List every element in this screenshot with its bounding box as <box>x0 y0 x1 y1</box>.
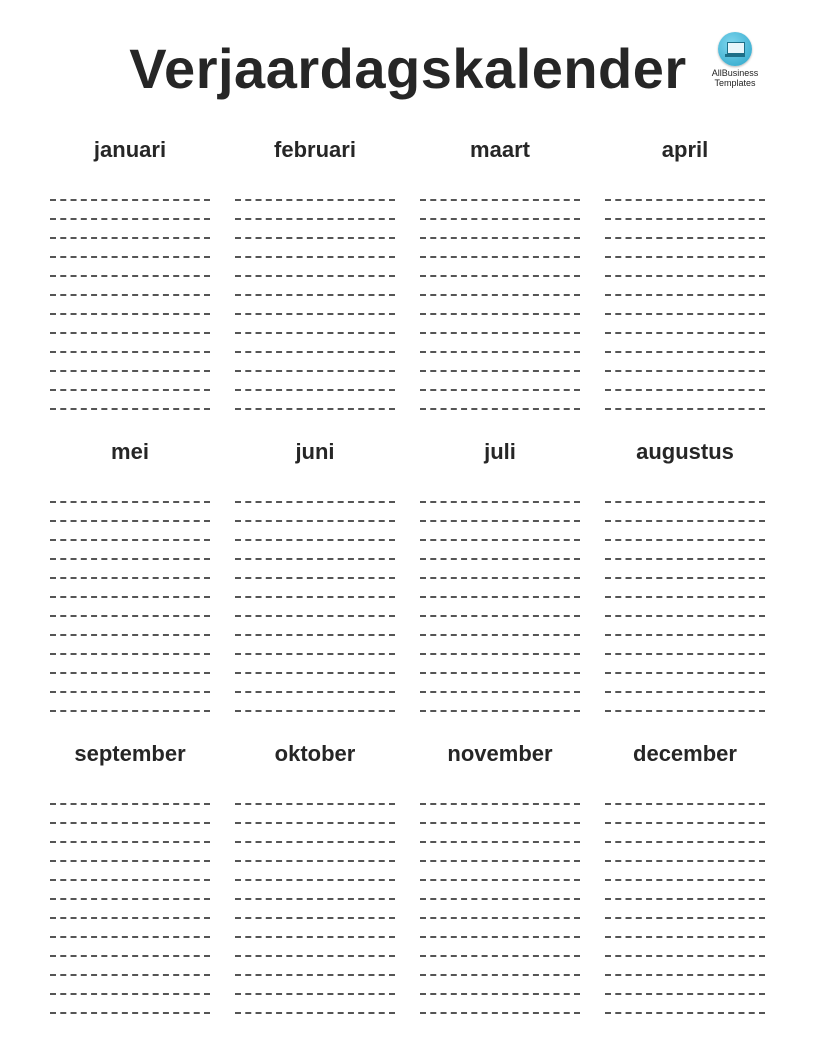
birthday-entry-line <box>420 239 580 258</box>
birthday-entry-line <box>235 560 395 579</box>
birthday-entry-line <box>50 220 210 239</box>
birthday-entry-line <box>420 391 580 410</box>
birthday-entry-line <box>605 919 765 938</box>
birthday-entry-line <box>50 598 210 617</box>
birthday-entry-line <box>235 957 395 976</box>
birthday-entry-line <box>605 805 765 824</box>
brand-logo <box>700 32 770 88</box>
month-name: januari <box>93 137 167 162</box>
birthday-entry-line <box>50 957 210 976</box>
birthday-entry-line <box>420 484 580 503</box>
birthday-entry-line <box>420 786 580 805</box>
birthday-entry-line <box>50 938 210 957</box>
laptop-icon <box>718 32 752 66</box>
birthday-entry-line <box>50 900 210 919</box>
birthday-entry-line <box>420 277 580 296</box>
birthday-entry-line <box>235 598 395 617</box>
entry-lines <box>50 786 210 1014</box>
birthday-entry-line <box>50 353 210 372</box>
birthday-entry-line <box>50 579 210 598</box>
month-block <box>420 132 580 410</box>
birthday-entry-line <box>605 201 765 220</box>
month-block <box>605 736 765 1014</box>
month-name: juli <box>484 439 516 464</box>
birthday-entry-line <box>605 976 765 995</box>
birthday-entry-line <box>50 503 210 522</box>
month-name: december <box>633 741 737 766</box>
birthday-entry-line <box>50 522 210 541</box>
month-name: juni <box>295 439 335 464</box>
birthday-entry-line <box>420 522 580 541</box>
birthday-entry-line <box>50 881 210 900</box>
birthday-entry-line <box>50 824 210 843</box>
entry-lines <box>420 786 580 1014</box>
birthday-entry-line <box>605 881 765 900</box>
month-grid <box>50 132 766 1014</box>
birthday-entry-line <box>605 334 765 353</box>
birthday-entry-line <box>605 824 765 843</box>
birthday-entry-line <box>605 636 765 655</box>
entry-lines <box>235 484 395 712</box>
birthday-entry-line <box>420 862 580 881</box>
birthday-entry-line <box>235 674 395 693</box>
birthday-entry-line <box>605 522 765 541</box>
birthday-entry-line <box>235 824 395 843</box>
birthday-entry-line <box>420 201 580 220</box>
month-name: november <box>447 741 553 766</box>
birthday-entry-line <box>235 258 395 277</box>
entry-lines <box>605 786 765 1014</box>
month-block <box>605 434 765 712</box>
month-block <box>50 736 210 1014</box>
birthday-entry-line <box>50 334 210 353</box>
birthday-entry-line <box>235 239 395 258</box>
birthday-entry-line <box>605 258 765 277</box>
entry-lines <box>605 182 765 410</box>
birthday-entry-line <box>420 182 580 201</box>
birthday-entry-line <box>235 201 395 220</box>
month-block <box>50 434 210 712</box>
entry-lines <box>605 484 765 712</box>
birthday-entry-line <box>50 862 210 881</box>
birthday-entry-line <box>235 805 395 824</box>
birthday-entry-line <box>605 786 765 805</box>
birthday-entry-line <box>50 182 210 201</box>
birthday-entry-line <box>420 503 580 522</box>
birthday-entry-line <box>605 296 765 315</box>
birthday-entry-line <box>605 655 765 674</box>
entry-lines <box>420 182 580 410</box>
birthday-entry-line <box>605 995 765 1014</box>
birthday-entry-line <box>420 900 580 919</box>
birthday-entry-line <box>235 315 395 334</box>
birthday-entry-line <box>50 786 210 805</box>
birthday-entry-line <box>420 353 580 372</box>
birthday-entry-line <box>420 805 580 824</box>
birthday-entry-line <box>605 957 765 976</box>
month-name: augustus <box>636 439 734 464</box>
birthday-entry-line <box>50 693 210 712</box>
birthday-entry-line <box>605 560 765 579</box>
birthday-entry-line <box>420 957 580 976</box>
birthday-entry-line <box>235 919 395 938</box>
birthday-entry-line <box>235 881 395 900</box>
birthday-entry-line <box>605 541 765 560</box>
birthday-entry-line <box>235 503 395 522</box>
birthday-entry-line <box>420 372 580 391</box>
birthday-entry-line <box>235 296 395 315</box>
month-name: oktober <box>274 741 356 766</box>
birthday-entry-line <box>235 353 395 372</box>
entry-lines <box>420 484 580 712</box>
birthday-entry-line <box>235 636 395 655</box>
birthday-entry-line <box>420 655 580 674</box>
birthday-entry-line <box>605 220 765 239</box>
month-block <box>235 132 395 410</box>
birthday-entry-line <box>420 976 580 995</box>
month-block <box>420 736 580 1014</box>
birthday-entry-line <box>605 277 765 296</box>
month-block <box>235 434 395 712</box>
birthday-entry-line <box>420 636 580 655</box>
birthday-entry-line <box>235 522 395 541</box>
birthday-entry-line <box>50 674 210 693</box>
birthday-entry-line <box>420 843 580 862</box>
month-name: februari <box>274 137 356 162</box>
birthday-entry-line <box>235 372 395 391</box>
birthday-entry-line <box>420 334 580 353</box>
month-name: maart <box>470 137 530 162</box>
birthday-entry-line <box>50 391 210 410</box>
birthday-entry-line <box>50 277 210 296</box>
month-name: april <box>661 137 709 162</box>
birthday-entry-line <box>235 617 395 636</box>
birthday-entry-line <box>235 786 395 805</box>
birthday-entry-line <box>605 503 765 522</box>
birthday-entry-line <box>420 824 580 843</box>
birthday-entry-line <box>235 693 395 712</box>
month-name: mei <box>111 439 149 464</box>
birthday-entry-line <box>420 919 580 938</box>
birthday-entry-line <box>50 560 210 579</box>
month-name: september <box>74 741 186 766</box>
birthday-entry-line <box>420 560 580 579</box>
birthday-entry-line <box>420 258 580 277</box>
birthday-entry-line <box>605 182 765 201</box>
month-block <box>235 736 395 1014</box>
birthday-entry-line <box>50 315 210 334</box>
entry-lines <box>235 786 395 1014</box>
birthday-entry-line <box>605 598 765 617</box>
birthday-entry-line <box>235 277 395 296</box>
birthday-entry-line <box>50 258 210 277</box>
birthday-entry-line <box>235 976 395 995</box>
birthday-entry-line <box>420 674 580 693</box>
birthday-entry-line <box>420 617 580 636</box>
birthday-entry-line <box>420 598 580 617</box>
birthday-entry-line <box>420 693 580 712</box>
birthday-entry-line <box>605 862 765 881</box>
birthday-entry-line <box>235 655 395 674</box>
entry-lines <box>235 182 395 410</box>
birthday-entry-line <box>50 805 210 824</box>
entry-lines <box>50 484 210 712</box>
birthday-entry-line <box>50 636 210 655</box>
birthday-entry-line <box>235 579 395 598</box>
birthday-entry-line <box>50 239 210 258</box>
birthday-entry-line <box>605 693 765 712</box>
birthday-entry-line <box>420 296 580 315</box>
birthday-entry-line <box>235 391 395 410</box>
birthday-entry-line <box>50 201 210 220</box>
birthday-entry-line <box>50 541 210 560</box>
birthday-entry-line <box>50 919 210 938</box>
birthday-entry-line <box>420 579 580 598</box>
birthday-entry-line <box>50 484 210 503</box>
birthday-entry-line <box>420 220 580 239</box>
page-title: Verjaardagskalender <box>129 37 687 100</box>
birthday-entry-line <box>50 995 210 1014</box>
birthday-entry-line <box>420 881 580 900</box>
birthday-entry-line <box>420 541 580 560</box>
birthday-entry-line <box>420 938 580 957</box>
birthday-entry-line <box>605 372 765 391</box>
logo-text: AllBusiness Templates <box>711 68 759 88</box>
birthday-entry-line <box>235 862 395 881</box>
birthday-entry-line <box>605 938 765 957</box>
month-block <box>605 132 765 410</box>
birthday-entry-line <box>605 674 765 693</box>
birthday-entry-line <box>605 579 765 598</box>
month-block <box>420 434 580 712</box>
entry-lines <box>50 182 210 410</box>
birthday-entry-line <box>50 372 210 391</box>
birthday-entry-line <box>605 315 765 334</box>
month-block <box>50 132 210 410</box>
birthday-entry-line <box>235 484 395 503</box>
birthday-entry-line <box>235 900 395 919</box>
birthday-entry-line <box>420 995 580 1014</box>
birthday-entry-line <box>235 182 395 201</box>
birthday-entry-line <box>235 220 395 239</box>
birthday-entry-line <box>605 353 765 372</box>
birthday-entry-line <box>605 484 765 503</box>
birthday-entry-line <box>235 995 395 1014</box>
birthday-entry-line <box>605 900 765 919</box>
birthday-entry-line <box>50 976 210 995</box>
birthday-entry-line <box>235 541 395 560</box>
birthday-entry-line <box>235 938 395 957</box>
birthday-entry-line <box>50 843 210 862</box>
birthday-entry-line <box>605 617 765 636</box>
birthday-entry-line <box>50 617 210 636</box>
birthday-entry-line <box>235 334 395 353</box>
birthday-entry-line <box>605 239 765 258</box>
birthday-entry-line <box>605 391 765 410</box>
birthday-entry-line <box>235 843 395 862</box>
birthday-entry-line <box>420 315 580 334</box>
birthday-entry-line <box>50 296 210 315</box>
birthday-entry-line <box>605 843 765 862</box>
birthday-entry-line <box>50 655 210 674</box>
